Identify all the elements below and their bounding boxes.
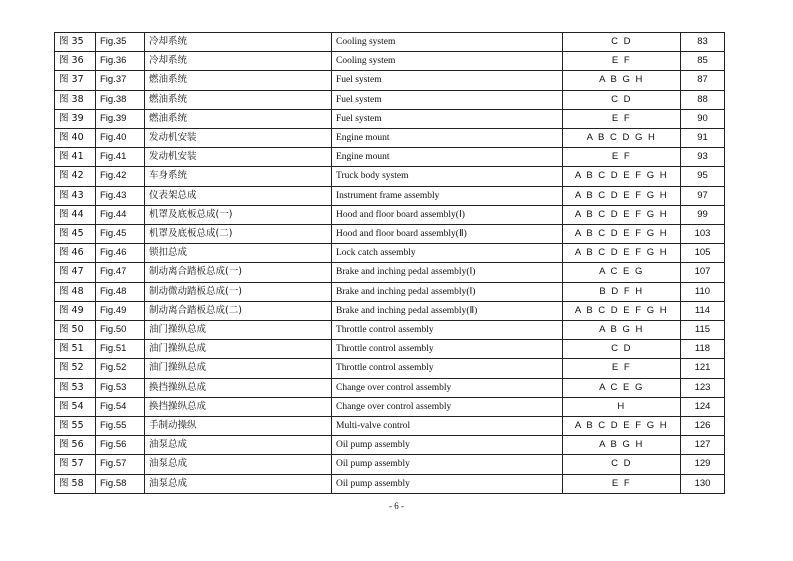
figure-number-en: Fig.35 <box>96 33 145 52</box>
applicable-types: A B G H <box>563 321 681 340</box>
figure-number-cn: 图 41 <box>55 148 96 167</box>
page-ref: 95 <box>681 167 725 186</box>
part-name-cn: 燃油系统 <box>145 71 332 90</box>
page-ref: 130 <box>681 474 725 493</box>
part-name-en: Oil pump assembly <box>332 455 563 474</box>
part-name-en: Engine mount <box>332 129 563 148</box>
part-name-cn: 机罩及底板总成(一) <box>145 205 332 224</box>
applicable-types: E F <box>563 359 681 378</box>
part-name-en: Hood and floor board assembly(Ⅰ) <box>332 205 563 224</box>
part-name-en: Fuel system <box>332 90 563 109</box>
figure-number-en: Fig.38 <box>96 90 145 109</box>
applicable-types: A B C D E F G H <box>563 417 681 436</box>
applicable-types: E F <box>563 52 681 71</box>
page-ref: 105 <box>681 244 725 263</box>
figure-number-cn: 图 56 <box>55 436 96 455</box>
page-ref: 99 <box>681 205 725 224</box>
part-name-cn: 制动离合踏板总成(二) <box>145 301 332 320</box>
figure-number-en: Fig.58 <box>96 474 145 493</box>
part-name-cn: 发动机安装 <box>145 129 332 148</box>
table-row <box>55 205 725 224</box>
applicable-types: A B C D E F G H <box>563 225 681 244</box>
figure-number-cn: 图 40 <box>55 129 96 148</box>
part-name-cn: 油泵总成 <box>145 436 332 455</box>
page-ref: 107 <box>681 263 725 282</box>
figure-number-cn: 图 38 <box>55 90 96 109</box>
figure-number-en: Fig.47 <box>96 263 145 282</box>
table-row <box>55 359 725 378</box>
part-name-cn: 燃油系统 <box>145 109 332 128</box>
part-name-en: Oil pump assembly <box>332 474 563 493</box>
part-name-en: Instrument frame assembly <box>332 186 563 205</box>
figure-number-cn: 图 45 <box>55 225 96 244</box>
table-row <box>55 417 725 436</box>
figure-number-en: Fig.55 <box>96 417 145 436</box>
part-name-cn: 油泵总成 <box>145 455 332 474</box>
table-row <box>55 90 725 109</box>
applicable-types: E F <box>563 148 681 167</box>
applicable-types: A B C D E F G H <box>563 244 681 263</box>
part-name-cn: 制动微动踏板总成(一) <box>145 282 332 301</box>
part-name-en: Hood and floor board assembly(Ⅱ) <box>332 225 563 244</box>
applicable-types: A C E G <box>563 263 681 282</box>
figure-number-cn: 图 50 <box>55 321 96 340</box>
applicable-types: C D <box>563 33 681 52</box>
part-name-en: Oil pump assembly <box>332 436 563 455</box>
page-ref: 85 <box>681 52 725 71</box>
page-ref: 93 <box>681 148 725 167</box>
part-name-cn: 油门操纵总成 <box>145 340 332 359</box>
figure-number-cn: 图 53 <box>55 378 96 397</box>
table-row <box>55 109 725 128</box>
page-ref: 97 <box>681 186 725 205</box>
part-name-cn: 锁扣总成 <box>145 244 332 263</box>
table-row <box>55 148 725 167</box>
applicable-types: E F <box>563 109 681 128</box>
table-row <box>55 474 725 493</box>
applicable-types: A B C D G H <box>563 129 681 148</box>
applicable-types: A C E G <box>563 378 681 397</box>
figure-number-cn: 图 43 <box>55 186 96 205</box>
table-row <box>55 321 725 340</box>
figure-number-en: Fig.53 <box>96 378 145 397</box>
figure-number-en: Fig.40 <box>96 129 145 148</box>
page-ref: 118 <box>681 340 725 359</box>
table-row <box>55 455 725 474</box>
applicable-types: E F <box>563 474 681 493</box>
table-row <box>55 225 725 244</box>
table-row <box>55 263 725 282</box>
applicable-types: A B C D E F G H <box>563 205 681 224</box>
figure-number-cn: 图 51 <box>55 340 96 359</box>
page-ref: 114 <box>681 301 725 320</box>
part-name-en: Multi-valve control <box>332 417 563 436</box>
figure-number-en: Fig.42 <box>96 167 145 186</box>
part-name-cn: 换挡操纵总成 <box>145 397 332 416</box>
figure-number-cn: 图 42 <box>55 167 96 186</box>
page-ref: 129 <box>681 455 725 474</box>
part-name-en: Cooling system <box>332 52 563 71</box>
page-ref: 83 <box>681 33 725 52</box>
page-number: - 6 - <box>389 501 404 511</box>
table-row <box>55 244 725 263</box>
figure-number-en: Fig.37 <box>96 71 145 90</box>
figure-number-en: Fig.44 <box>96 205 145 224</box>
page-ref: 124 <box>681 397 725 416</box>
part-name-en: Throttle control assembly <box>332 359 563 378</box>
figure-number-cn: 图 46 <box>55 244 96 263</box>
figure-number-en: Fig.54 <box>96 397 145 416</box>
table-row <box>55 436 725 455</box>
table-row <box>55 33 725 52</box>
part-name-en: Brake and inching pedal assembly(Ⅱ) <box>332 301 563 320</box>
table-row <box>55 129 725 148</box>
figure-number-cn: 图 57 <box>55 455 96 474</box>
page-ref: 91 <box>681 129 725 148</box>
figure-number-cn: 图 52 <box>55 359 96 378</box>
part-name-cn: 仪表架总成 <box>145 186 332 205</box>
table-row <box>55 301 725 320</box>
part-name-en: Change over control assembly <box>332 378 563 397</box>
figure-number-en: Fig.50 <box>96 321 145 340</box>
part-name-en: Cooling system <box>332 33 563 52</box>
applicable-types: C D <box>563 340 681 359</box>
applicable-types: A B G H <box>563 71 681 90</box>
figure-number-en: Fig.45 <box>96 225 145 244</box>
page-ref: 103 <box>681 225 725 244</box>
figure-number-en: Fig.49 <box>96 301 145 320</box>
part-name-en: Brake and inching pedal assembly(Ⅰ) <box>332 282 563 301</box>
part-name-cn: 冷却系统 <box>145 52 332 71</box>
table-row <box>55 282 725 301</box>
figure-number-en: Fig.51 <box>96 340 145 359</box>
part-name-cn: 油门操纵总成 <box>145 321 332 340</box>
part-name-cn: 发动机安装 <box>145 148 332 167</box>
applicable-types: B D F H <box>563 282 681 301</box>
part-name-cn: 制动离合踏板总成(一) <box>145 263 332 282</box>
figure-number-cn: 图 58 <box>55 474 96 493</box>
figure-number-en: Fig.43 <box>96 186 145 205</box>
applicable-types: H <box>563 397 681 416</box>
part-name-en: Throttle control assembly <box>332 321 563 340</box>
figure-number-en: Fig.36 <box>96 52 145 71</box>
applicable-types: A B C D E F G H <box>563 186 681 205</box>
figure-number-en: Fig.52 <box>96 359 145 378</box>
figure-number-cn: 图 36 <box>55 52 96 71</box>
page-ref: 90 <box>681 109 725 128</box>
part-name-cn: 机罩及底板总成(二) <box>145 225 332 244</box>
part-name-en: Truck body system <box>332 167 563 186</box>
applicable-types: A B C D E F G H <box>563 167 681 186</box>
part-name-en: Throttle control assembly <box>332 340 563 359</box>
figure-number-en: Fig.46 <box>96 244 145 263</box>
page-ref: 110 <box>681 282 725 301</box>
figure-number-cn: 图 48 <box>55 282 96 301</box>
part-name-cn: 手制动操纵 <box>145 417 332 436</box>
part-name-en: Engine mount <box>332 148 563 167</box>
figure-number-cn: 图 35 <box>55 33 96 52</box>
page-ref: 123 <box>681 378 725 397</box>
page-ref: 87 <box>681 71 725 90</box>
figure-number-cn: 图 54 <box>55 397 96 416</box>
table-row <box>55 340 725 359</box>
part-name-cn: 燃油系统 <box>145 90 332 109</box>
table-row <box>55 52 725 71</box>
figure-number-cn: 图 49 <box>55 301 96 320</box>
table-row <box>55 167 725 186</box>
page-ref: 88 <box>681 90 725 109</box>
table-row <box>55 71 725 90</box>
table-row <box>55 186 725 205</box>
figure-number-en: Fig.39 <box>96 109 145 128</box>
table-body <box>55 33 725 494</box>
part-name-cn: 换挡操纵总成 <box>145 378 332 397</box>
applicable-types: A B C D E F G H <box>563 301 681 320</box>
figure-number-cn: 图 55 <box>55 417 96 436</box>
figure-number-en: Fig.48 <box>96 282 145 301</box>
figure-number-en: Fig.56 <box>96 436 145 455</box>
part-name-cn: 车身系统 <box>145 167 332 186</box>
page-ref: 126 <box>681 417 725 436</box>
part-name-en: Brake and inching pedal assembly(Ⅰ) <box>332 263 563 282</box>
figure-index-table <box>54 32 725 494</box>
part-name-en: Change over control assembly <box>332 397 563 416</box>
figure-number-cn: 图 44 <box>55 205 96 224</box>
applicable-types: A B G H <box>563 436 681 455</box>
page-ref: 127 <box>681 436 725 455</box>
part-name-en: Fuel system <box>332 71 563 90</box>
table-row <box>55 378 725 397</box>
applicable-types: C D <box>563 90 681 109</box>
applicable-types: C D <box>563 455 681 474</box>
figure-number-en: Fig.41 <box>96 148 145 167</box>
figure-number-cn: 图 47 <box>55 263 96 282</box>
table-row <box>55 397 725 416</box>
part-name-cn: 油门操纵总成 <box>145 359 332 378</box>
part-name-en: Lock catch assembly <box>332 244 563 263</box>
figure-number-cn: 图 39 <box>55 109 96 128</box>
part-name-cn: 冷却系统 <box>145 33 332 52</box>
figure-number-en: Fig.57 <box>96 455 145 474</box>
part-name-cn: 油泵总成 <box>145 474 332 493</box>
figure-number-cn: 图 37 <box>55 71 96 90</box>
page-ref: 121 <box>681 359 725 378</box>
part-name-en: Fuel system <box>332 109 563 128</box>
page-ref: 115 <box>681 321 725 340</box>
